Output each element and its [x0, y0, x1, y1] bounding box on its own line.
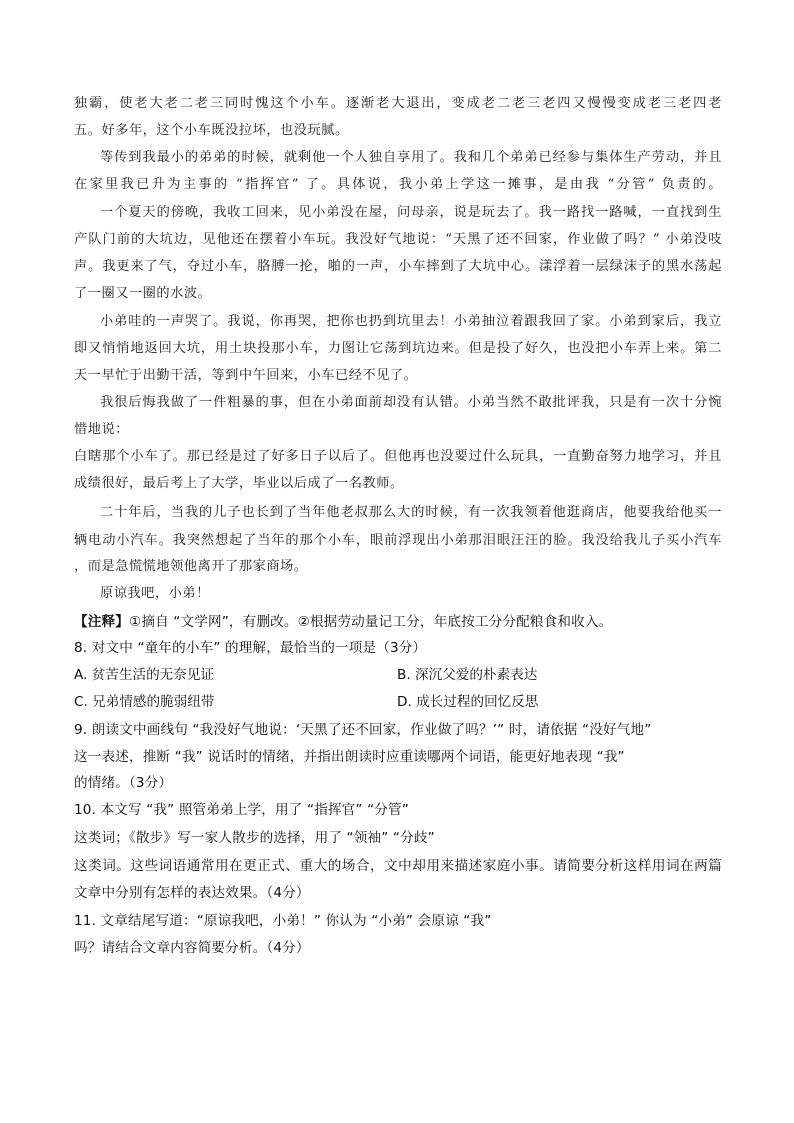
question-9-line: 的情绪。（3分）: [74, 775, 173, 791]
story-line: ，而是急慌慌地领他离开了那家商场。: [74, 559, 308, 574]
story-line: 小弟哇的一声哭了。我说，你再哭，把你也扔到坑里去！小弟抽泣着跟我回了家。小弟到家后，我立: [100, 314, 722, 329]
option-c[interactable]: C. 兄弟情感的脆弱纽带: [74, 694, 215, 710]
story-line: 原谅我吧，小弟！: [100, 586, 210, 601]
story-line: 等传到我最小的弟弟的时候，就剩他一个人独自享用了。我和几个弟弟已经参与集体生产劳动，并且: [100, 150, 722, 165]
question-10-line: 10. 本文写 “我” 照管弟弟上学，用了 “指挥官” “分管”: [74, 802, 409, 818]
story-line: 五。好多年，这个小车既没拉坏，也没玩腻。: [74, 123, 349, 138]
question-9-line: 9. 朗读文中画线句 “我没好气地说：‘天黑了还不回家，作业做了吗？’” 时，请依据 “没好气地”: [74, 722, 652, 738]
story-line: 成绩很好，最后考上了大学，毕业以后成了一名教师。: [74, 476, 404, 491]
option-d[interactable]: D. 成长过程的回忆反思: [397, 694, 539, 710]
notes-text: ①摘自 “文学网”，有删改。②根据劳动量记工分，年底按工分分配粮食和收入。: [128, 614, 613, 630]
option-b[interactable]: B. 深沉父爱的朴素表达: [397, 667, 538, 683]
story-line: 天一早忙于出勤干活，等到中午回来，小车已经不见了。: [74, 368, 418, 383]
question-10-line: 这类词；《散步》写一家人散步的选择，用了 “领袖” “分歧”: [74, 830, 435, 846]
story-line: 在家里我已升为主事的 “指挥官” 了。具体说，我小弟上学这一摊事，是由我 “分管” 负责的。: [74, 177, 722, 192]
story-line: 产队门前的大坑边，见他还在摆着小车玩。我没好气地说：“天黑了还不回家，作业做了吗？” 小弟没吱: [74, 232, 722, 247]
story-line: 了一圈又一圈的水波。: [74, 286, 212, 301]
question-11-line: 11. 文章结尾写道：“原谅我吧，小弟！” 你认为 “小弟” 会原谅 “我”: [74, 913, 492, 929]
story-line: 一个夏天的傍晚，我收工回来，见小弟没在屋，问母亲，说是玩去了。我一路找一路喊，一直找到生: [100, 205, 722, 220]
notes: [74, 612, 722, 632]
story-line: 即又悄悄地返回大坑，用土块投那小车，力图让它荡到坑边来。但是投了好久，也没把小车弄上来。第二: [74, 341, 722, 356]
question-11-line: 吗？请结合文章内容简要分析。（4分）: [74, 940, 310, 956]
option-a[interactable]: A. 贫苦生活的无奈见证: [74, 667, 215, 683]
question-8-options-row: [74, 692, 722, 712]
question-10-line: 文章中分别有怎样的表达效果。（4分）: [74, 885, 310, 901]
story-line: 我很后悔我做了一件粗暴的事，但在小弟面前却没有认错。小弟当然不敢批评我，只是有一次十分惋: [100, 395, 722, 410]
question-8-options-row: [74, 665, 722, 685]
question-8-stem: 8. 对文中 “童年的小车” 的理解，最恰当的一项是（3分）: [74, 640, 427, 656]
question-10-line: 这类词。这些词语通常用在更正式、重大的场合，文中却用来描述家庭小事。请简要分析这样用词在两篇: [74, 858, 722, 874]
story-line: 声。我更来了气，夺过小车，胳膊一抡，啪的一声，小车摔到了大坑中心。漾浮着一层绿沫子的黑水荡起: [74, 259, 722, 274]
question-9-line: 这一表述，推断 “我” 说话时的情绪，并指出朗读时应重读哪两个词语，能更好地表现 “我”: [74, 749, 625, 765]
story-line: 白瞎那个小车了。那已经是过了好多日子以后了。但他再也没要过什么玩具，一直勤奋努力地学习，并且: [74, 449, 722, 464]
story-line: 独霸，使老大老二老三同时愧这个小车。逐渐老大退出，变成老二老三老四又慢慢变成老三老四老: [74, 96, 722, 111]
story-line: 二十年后，当我的儿子也长到了当年他老叔那么大的时候，有一次我领着他逛商店，他要我给他买一: [100, 505, 722, 520]
story-line: 辆电动小汽车。我突然想起了当年的那个小车，眼前浮现出小弟那泪眼汪汪的脸。我没给我儿子买小汽车: [74, 533, 722, 548]
notes-label: 【注释】: [74, 614, 129, 630]
story-line: 惜地说：: [74, 422, 129, 437]
